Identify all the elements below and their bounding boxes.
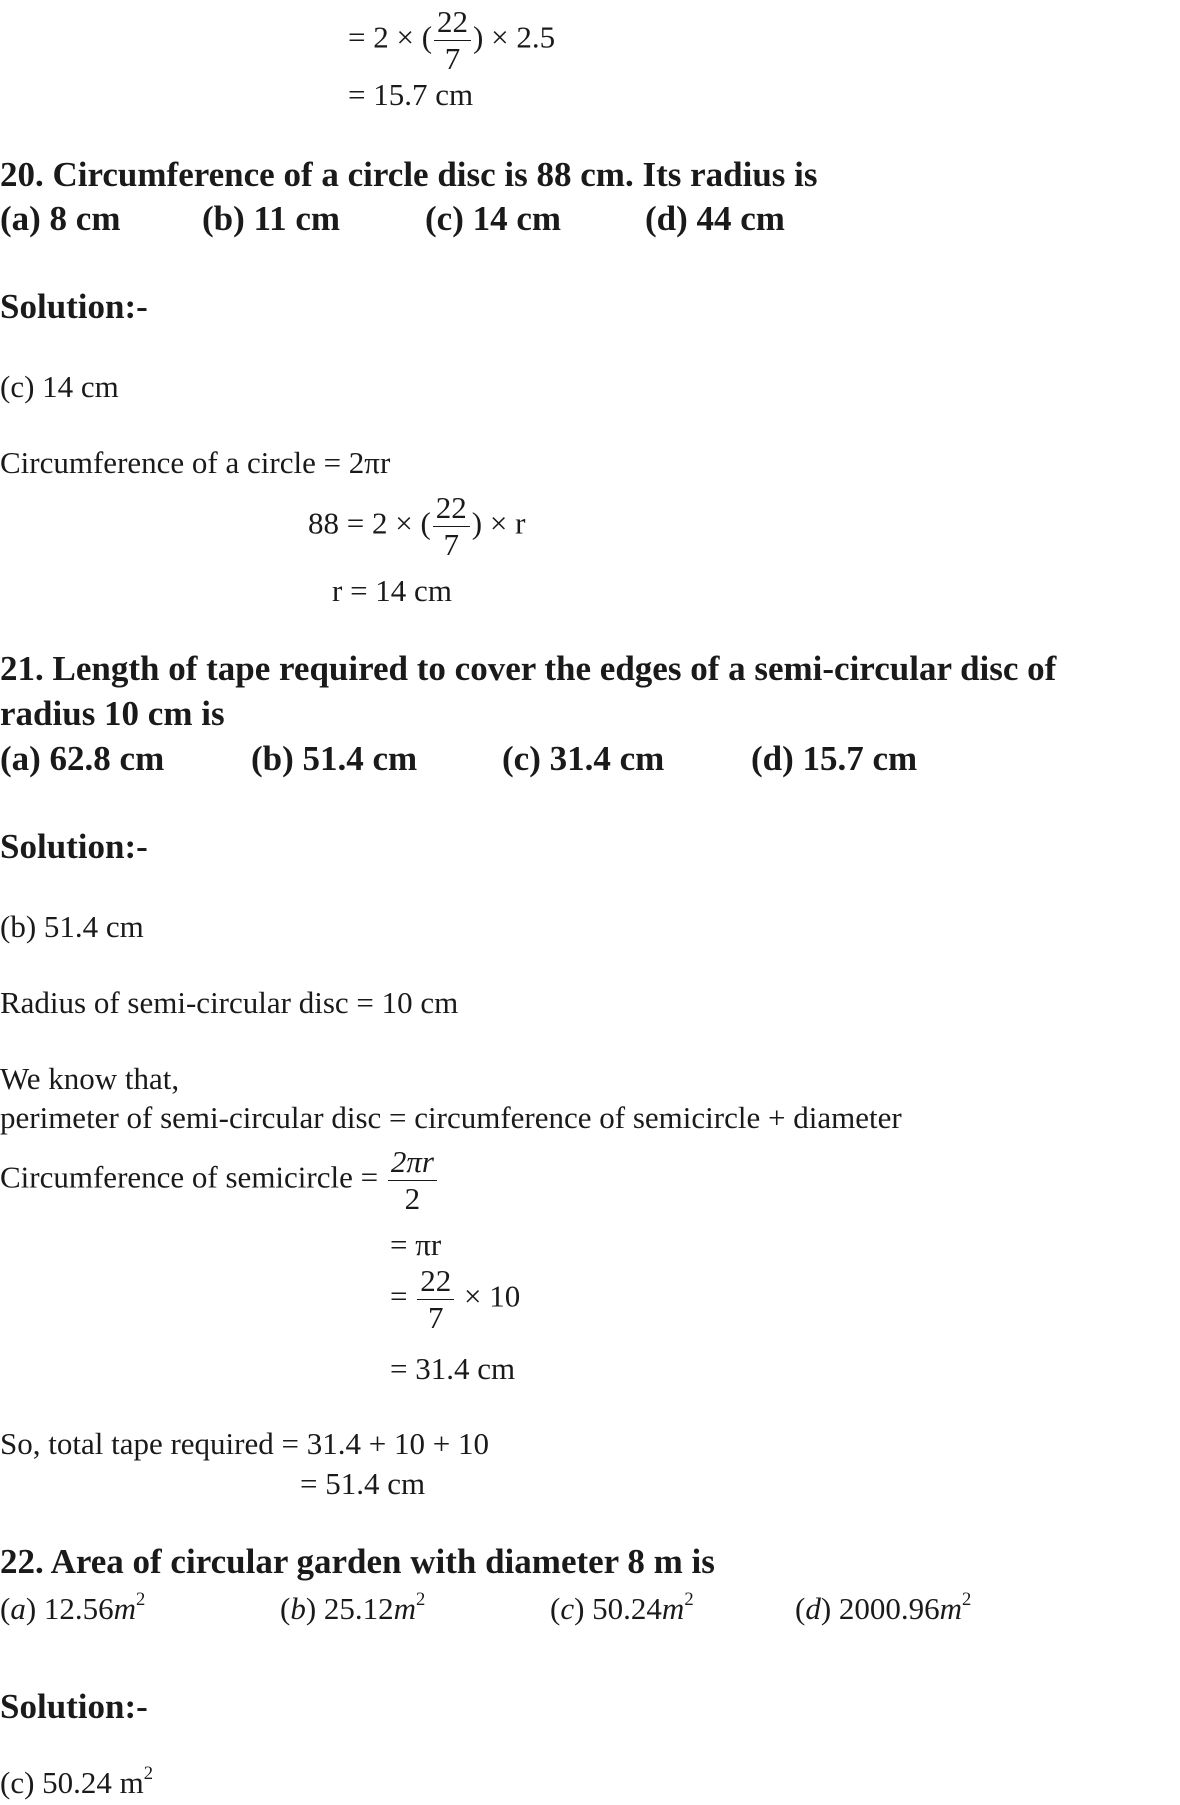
fraction: $\frac{22}{7}$ [434, 6, 471, 75]
question-22: 22. Area of circular garden with diameter 8 m is [0, 1542, 715, 1581]
option-c: (c) 14 cm [425, 199, 562, 238]
know-line-21: We know that, [0, 1061, 180, 1096]
question-22-options [0, 1590, 1100, 1630]
fraction: $\frac{22}{7}$ [433, 492, 470, 561]
option-b: (b) 51.4 cm [251, 739, 418, 778]
formula-20: Circumference of a circle = 2πr [0, 445, 391, 480]
answer-21: (b) 51.4 cm [0, 909, 144, 944]
top-equation-line2: = 15.7 cm [348, 77, 474, 112]
question-20: 20. Circumference of a circle disc is 88 cm. Its radius is [0, 155, 818, 194]
step-fraction-21: = $\frac{22}{7}$ × 10 [390, 1263, 521, 1335]
question-21-line1: 21. Length of tape required to cover the edges of a semi-circular disc of [0, 649, 1057, 688]
option-a: (a) 62.8 cm [0, 739, 165, 778]
fraction: $\frac{2\pi r}{2}$ [388, 1146, 437, 1215]
step-pi-21: = πr [390, 1227, 442, 1262]
option-d: (d) 15.7 cm [751, 739, 918, 778]
option-d: (d) $2000.96m^2$ [795, 1589, 972, 1626]
option-b: (b) 11 cm [202, 199, 341, 238]
circumference-semicircle-21: Circumference of semicircle = $\frac{2\pi r}{2}$ [0, 1146, 439, 1215]
option-a: (a) $12.56m^2$ [0, 1589, 146, 1626]
option-a: (a) 8 cm [0, 199, 121, 238]
option-d: (d) 44 cm [645, 199, 785, 238]
option-c: (c) $50.24m^2$ [550, 1589, 694, 1626]
step-result-21: = 31.4 cm [390, 1351, 516, 1386]
radius-line-21: Radius of semi-circular disc = 10 cm [0, 985, 459, 1020]
question-21-line2: radius 10 cm is [0, 694, 225, 733]
total-line-21: So, total tape required = 31.4 + 10 + 10 [0, 1426, 489, 1461]
total-result-21: = 51.4 cm [300, 1466, 426, 1501]
option-c: (c) 31.4 cm [502, 739, 665, 778]
top-equation-line1: = 2 × ( $\frac{22}{7}$ ) × 2.5 [348, 4, 556, 76]
fraction: $\frac{22}{7}$ [417, 1265, 454, 1334]
perimeter-line-21: perimeter of semi-circular disc = circumference of semicircle + diameter [0, 1100, 902, 1135]
solution-heading-22: Solution:- [0, 1687, 148, 1726]
answer-22: (c) 50.24 $m^2$ [0, 1763, 154, 1800]
result-20: r = 14 cm [332, 573, 452, 608]
solution-heading-21: Solution:- [0, 827, 148, 866]
option-b: (b) $25.12m^2$ [280, 1589, 426, 1626]
equation-20: 88 = 2 × ( $\frac{22}{7}$ ) × r [308, 490, 526, 562]
solution-heading-20: Solution:- [0, 287, 148, 326]
answer-20: (c) 14 cm [0, 369, 119, 404]
